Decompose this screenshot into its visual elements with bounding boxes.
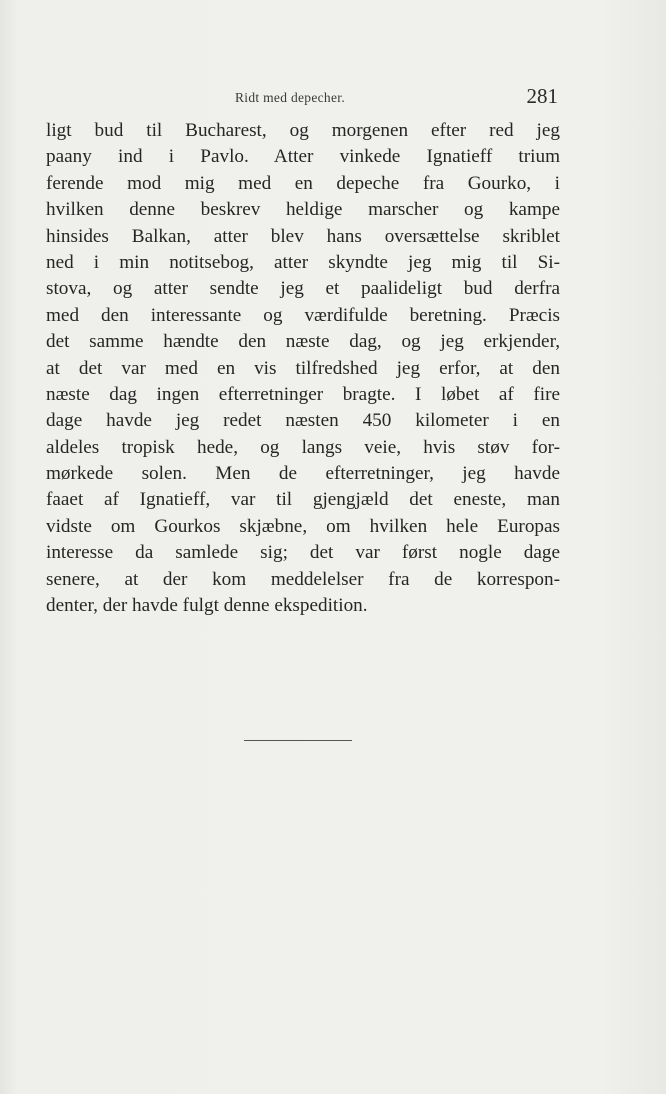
text-line: mørkede solen. Men de efterretninger, jeg havde (46, 463, 560, 485)
text-line: faaet af Ignatieff, var til gjengjæld det eneste, man (46, 489, 560, 511)
text-line: aldeles tropisk hede, og langs veie, hvis støv for- (46, 436, 560, 458)
text-line: ned i min notitsebog, atter skyndte jeg mig til Si- (46, 251, 560, 273)
text-line: denter, der havde fulgt denne ekspedition. (46, 595, 368, 617)
text-line: ligt bud til Bucharest, og morgenen efter red jeg (46, 120, 560, 141)
text-line: vidste om Gourkos skjæbne, om hvilken hele Europas (46, 515, 560, 537)
page-header (46, 84, 560, 112)
text-line: paany ind i Pavlo. Atter vinkede Ignatieff trium (46, 146, 560, 168)
text-line: hvilken denne beskrev heldige marscher og kampe (46, 199, 560, 221)
text-line: ferende mod mig med en depeche fra Gourko, i (46, 172, 560, 194)
running-title: Ridt med depecher. (235, 90, 345, 105)
text-line: at det var med en vis tilfredshed jeg erfor, at den (46, 357, 560, 379)
text-line: interesse da samlede sig; det var først nogle dage (46, 542, 560, 564)
page-number: 281 (526, 84, 558, 108)
text-line: stova, og atter sendte jeg et paalideligt bud derfra (46, 278, 560, 300)
text-line: det samme hændte den næste dag, og jeg erkjender, (46, 331, 560, 353)
section-end-rule (244, 740, 352, 741)
text-line: senere, at der kom meddelelser fra de korrespon- (46, 568, 560, 590)
text-line: næste dag ingen efterretninger bragte. I løbet af fire (46, 383, 560, 405)
text-line: dage havde jeg redet næsten 450 kilometer i en (46, 410, 560, 432)
body-text (46, 118, 560, 619)
text-line: med den interessante og værdifulde beretning. Præcis (46, 304, 560, 326)
text-line: hinsides Balkan, atter blev hans oversættelse skriblet (46, 225, 560, 247)
